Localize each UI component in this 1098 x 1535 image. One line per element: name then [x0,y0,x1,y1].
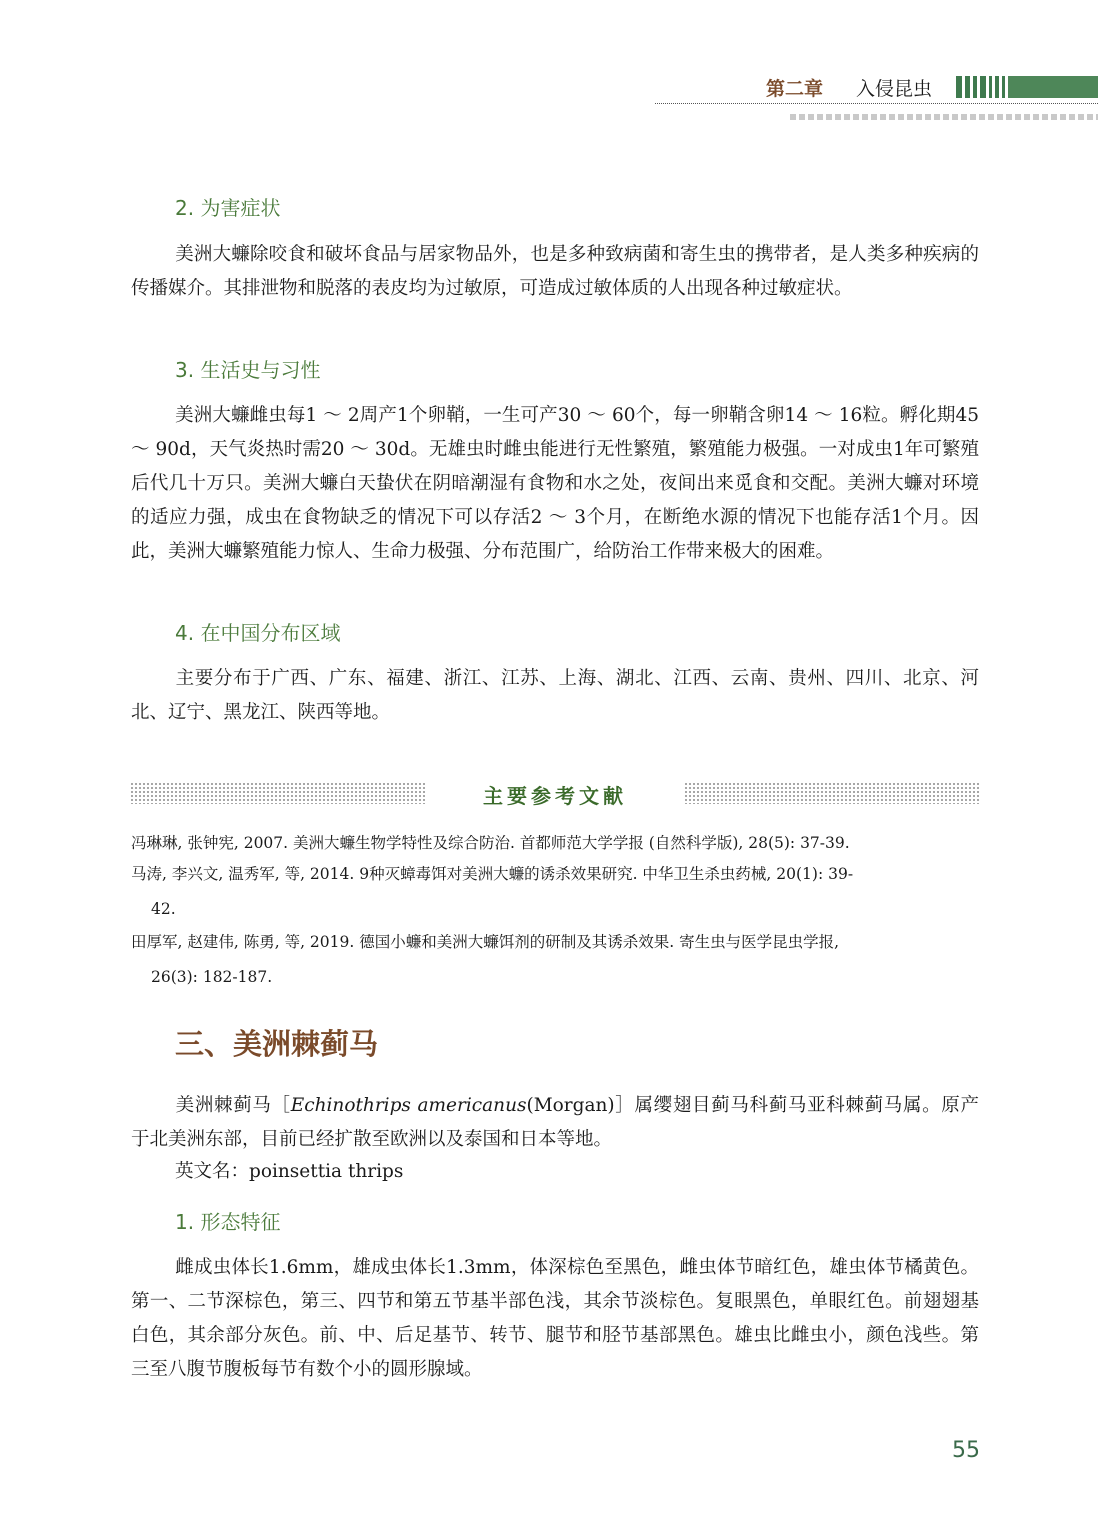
reference-text-continued: 26(3): 182-187. [151,968,273,986]
intro-text-a: 美洲棘蓟马［ [175,1095,291,1116]
paragraph-damage-text: 美洲大蠊除咬食和破坏食品与居家物品外，也是多种致病菌和寄生虫的携带者，是人类多种疾病的传播媒介。其排泄物和脱落的表皮均为过敏原，可造成过敏体质的人出现各种过敏症状。 [131,244,979,299]
paragraph-morphology [131,1251,979,1387]
paragraph-english-name [131,1155,979,1189]
english-name: 英文名：poinsettia thrips [175,1161,404,1182]
section-heading-life-history: 3. 生活史与习性 [175,358,321,382]
header-bars-decoration [956,76,1005,98]
reference-text: 田厚军, 赵建伟, 陈勇, 等, 2019. 德国小蠊和美洲大蠊饵剂的研制及其诱杀效果. 寄生虫与医学昆虫学报, [131,933,840,951]
section-heading-morphology: 1. 形态特征 [175,1210,281,1234]
references-title: 主要参考文献 [483,784,627,808]
latin-name: Echinothrips americanus [290,1095,527,1116]
section-heading-distribution: 4. 在中国分布区域 [175,621,341,645]
reference-item [131,826,981,861]
header-square-pattern [790,114,1098,120]
paragraph-life-history [131,399,979,569]
paragraph-life-history-text: 美洲大蠊雌虫每1 ～ 2周产1个卵鞘，一生可产30 ～ 60个，每一卵鞘含卵14 ～ 16粒。孵化期45 ～ 90d，天气炎热时需20 ～ 30d。无雄虫时雌虫能进行无性繁殖，繁殖能力极强。一对成虫1年可繁殖后代几十万只。美洲大蠊白天蛰伏在阴暗潮湿有食物和水之处，夜间出来觅食和交配。美洲大蠊对环境的适应力强，成虫在食物缺乏的情况下可以存活2 ～ 3个月，在断绝水源的情况下也能存活1个月。因此，美洲大蠊繁殖能力惊人、生命力极强、分布范围广，给防治工作带来极大的困难。 [131,405,979,562]
species-heading: 三、美洲棘蓟马 [175,1027,379,1061]
page-number: 55 [952,1438,980,1463]
reference-item [131,857,981,927]
header-green-band [1008,76,1098,98]
paragraph-morphology-text: 雌成虫体长1.6mm，雄成虫体长1.3mm，体深棕色至黑色，雌虫体节暗红色，雄虫体节橘黄色。第一、二节深棕色，第三、四节和第五节基半部色浅，其余节淡棕色。复眼黑色，单眼红色。前翅翅基白色，其余部分灰色。前、中、后足基节、转节、腿节和胫节基部黑色。雄虫比雌虫小，颜色浅些。第三至八腹节腹板每节有数个小的圆形腺域。 [131,1257,979,1380]
intro-text-b: (Morgan)］属缨翅目蓟马科蓟马亚科棘蓟马属。原产于北美洲东部，目前已经扩散至欧洲以及泰国和日本等地。 [131,1095,979,1150]
paragraph-species-intro [131,1089,979,1157]
running-header [0,0,1098,130]
reference-text-continued: 42. [151,900,176,918]
paragraph-distribution-text: 主要分布于广西、广东、福建、浙江、江苏、上海、湖北、江西、云南、贵州、四川、北京、河北、辽宁、黑龙江、陕西等地。 [131,668,979,723]
paragraph-damage [131,238,979,306]
reference-text: 冯琳琳, 张钟宪, 2007. 美洲大蠊生物学特性及综合防治. 首都师范大学学报 (自然科学版), 28(5): 37-39. [131,834,850,852]
chapter-title: 入侵昆虫 [856,78,933,100]
section-heading-damage: 2. 为害症状 [175,196,281,220]
dotted-band-left [130,782,426,804]
dotted-band-right [684,782,980,804]
chapter-label: 第二章 [766,78,824,100]
reference-text: 马涛, 李兴文, 温秀军, 等, 2014. 9种灭蟑毒饵对美洲大蠊的诱杀效果研究. 中华卫生杀虫药械, 20(1): 39- [131,865,854,883]
header-dotted-rule [655,103,1098,104]
references-heading-row [130,780,980,806]
paragraph-distribution [131,662,979,730]
reference-item [131,925,981,995]
